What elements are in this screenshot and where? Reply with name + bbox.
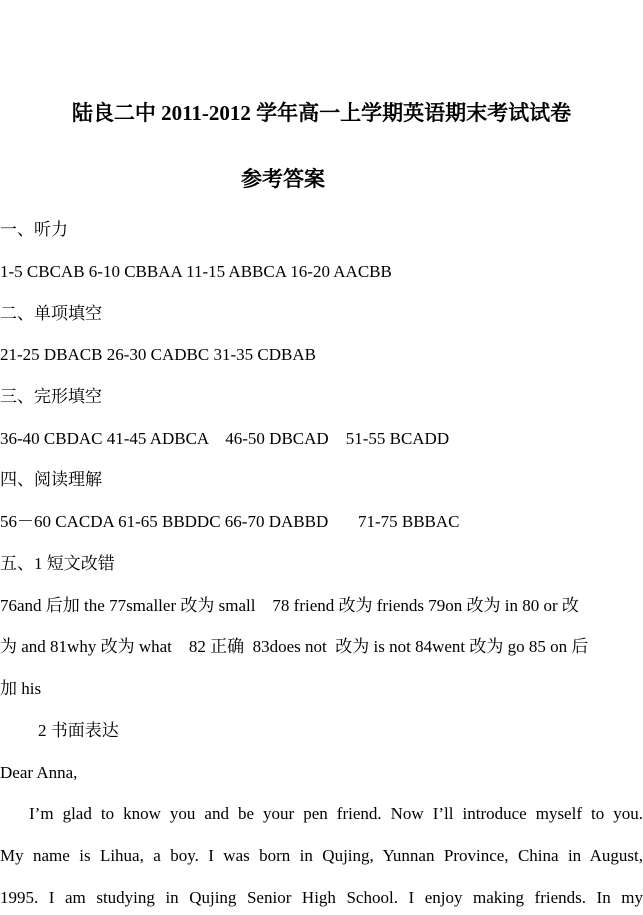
correction-line-3: 加 his bbox=[0, 679, 42, 698]
writing-heading: 2 书面表达 bbox=[38, 721, 119, 740]
letter-line-2: My name is Lihua, a boy. I was born in Qujing, Yunnan Province, China in August, bbox=[0, 846, 643, 865]
document-title: 陆良二中 2011-2012 学年高一上学期英语期末考试试卷 bbox=[71, 101, 572, 125]
letter-salutation: Dear Anna, bbox=[0, 763, 78, 782]
listening-heading: 一、听力 bbox=[0, 220, 68, 239]
correction-heading: 五、1 短文改错 bbox=[0, 554, 115, 573]
document-subtitle: 参考答案 bbox=[241, 167, 325, 191]
correction-line-1: 76and 后加 the 77smaller 改为 small 78 friend 改为 friends 79on 改为 in 80 or 改 bbox=[0, 596, 579, 615]
cloze-answers: 36-40 CBDAC 41-45 ADBCA 46-50 DBCAD 51-55 BCADD bbox=[0, 429, 450, 448]
letter-line-1: I’m glad to know you and be your pen friend. Now I’ll introduce myself to you. bbox=[29, 804, 643, 823]
letter-line-3: 1995. I am studying in Qujing Senior High School. I enjoy making friends. In my bbox=[0, 888, 643, 907]
reading-answers: 56－60 CACDA 61-65 BBDDC 66-70 DABBD 71-75 BBBAC bbox=[0, 512, 460, 531]
single-choice-answers: 21-25 DBACB 26-30 CADBC 31-35 CDBAB bbox=[0, 345, 316, 364]
reading-heading: 四、阅读理解 bbox=[0, 470, 102, 489]
single-choice-heading: 二、单项填空 bbox=[0, 304, 102, 323]
listening-answers: 1-5 CBCAB 6-10 CBBAA 11-15 ABBCA 16-20 AACBB bbox=[0, 262, 392, 281]
correction-line-2: 为 and 81why 改为 what 82 正确 83does not 改为 is not 84went 改为 go 85 on 后 bbox=[0, 637, 589, 656]
cloze-heading: 三、完形填空 bbox=[0, 387, 102, 406]
